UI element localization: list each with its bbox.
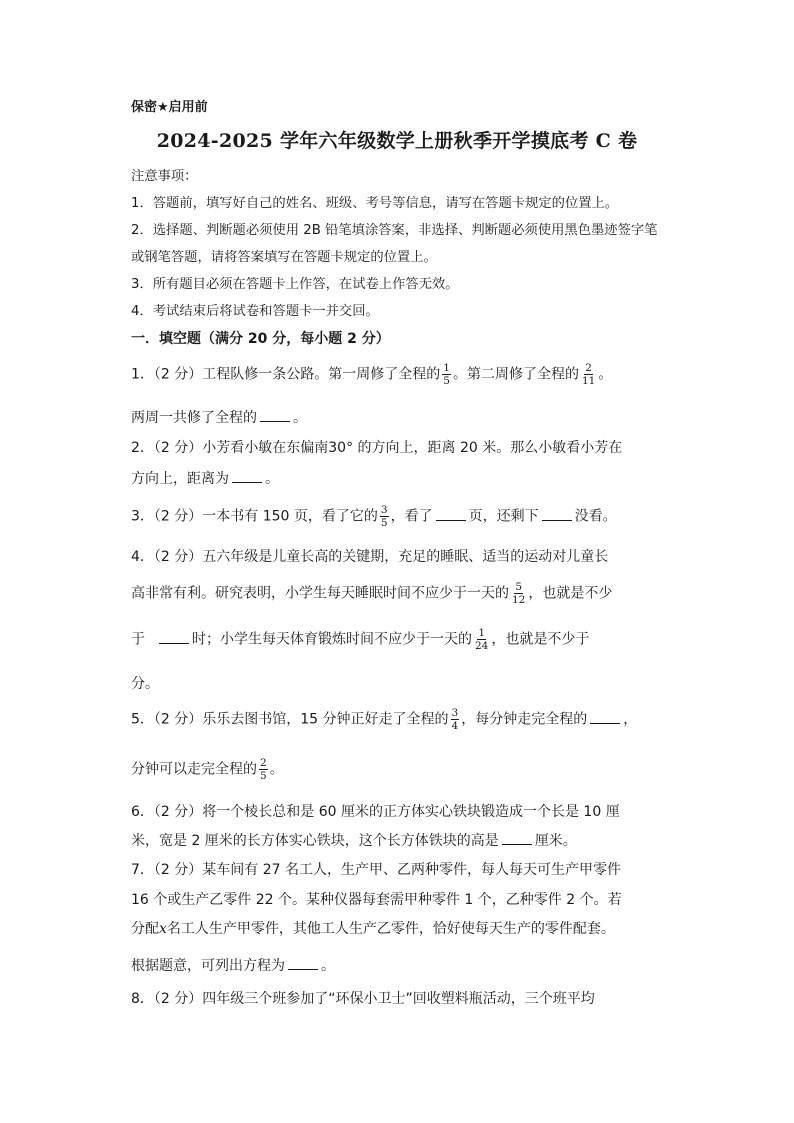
fraction-numerator: 1 xyxy=(478,627,486,639)
q4-text: ，也就是不少于 xyxy=(491,631,590,648)
confidential-label: 保密★启用前 xyxy=(131,100,208,115)
fraction xyxy=(581,362,596,387)
notes-heading: 注意事项： xyxy=(131,169,198,184)
fraction-numerator: 2 xyxy=(585,362,592,374)
q1-text: 1．（2 分）工程队修一条公路。第一周修了全程的 xyxy=(131,366,441,383)
fraction-denominator: 12 xyxy=(512,594,526,606)
q2-text: 方向上，距离为 xyxy=(131,471,229,487)
q5-text: ，每分钟走完全程的 xyxy=(461,711,588,728)
section-heading: 一．填空题（满分 20 分，每小题 2 分） xyxy=(131,331,390,347)
q7-text: 根据题意，可列出方程为 xyxy=(131,958,285,974)
question-1-line-2 xyxy=(131,407,307,427)
q5-text: 。 xyxy=(269,761,284,778)
question-4-line-1: 4．（2 分）五六年级是儿童长高的关键期，充足的睡眠、适当的运动对儿童长 xyxy=(131,549,609,565)
fraction xyxy=(451,707,460,732)
exam-title: 2024-2025 学年六年级数学上册秋季开学摸底考 C 卷 xyxy=(156,130,638,152)
question-7-line-1: 7．（2 分）某车间有 27 名工人，生产甲、乙两种零件，每人每天可生产甲零件 xyxy=(131,862,621,878)
question-5-line-2 xyxy=(131,757,284,782)
q6-text: 厘米。 xyxy=(534,833,577,849)
question-4-line-2 xyxy=(131,581,612,606)
question-1-line-1 xyxy=(131,362,612,387)
q1-text: 两周一共修了全程的 xyxy=(131,410,257,426)
q2-text: 。 xyxy=(265,471,279,487)
question-2-line-1: 2．（2 分）小芳看小敏在东偏南30° 的方向上，距离 20 米。那么小敏看小芳在 xyxy=(131,440,623,456)
note-item: 3．所有题目必须在答题卡上作答，在试卷上作答无效。 xyxy=(131,277,459,292)
q5-text: 5．（2 分）乐乐去图书馆，15 分钟正好走了全程的 xyxy=(131,711,449,728)
fraction-denominator: 4 xyxy=(451,720,459,732)
question-8-line-1: 8．（2 分）四年级三个班参加了“环保小卫士”回收塑料瓶活动，三个班平均 xyxy=(131,991,595,1007)
answer-blank xyxy=(288,957,318,970)
question-6-line-1: 6．（2 分）将一个棱长总和是 60 厘米的正方体实心铁块锻造成一个长是 10 厘 xyxy=(131,804,620,820)
variable-x: x xyxy=(159,921,167,937)
note-item: 或钢笔答题，请将答案填写在答题卡规定的位置上。 xyxy=(131,250,437,265)
note-item: 1．答题前，填写好自己的姓名、班级、考号等信息，请写在答题卡规定的位置上。 xyxy=(131,196,619,211)
fraction-denominator: 5 xyxy=(260,770,267,782)
fraction xyxy=(259,757,268,782)
question-4-line-3 xyxy=(131,627,589,652)
fraction xyxy=(511,581,526,606)
question-4-line-4: 分。 xyxy=(131,676,159,692)
q4-text: 时；小学生每天体育锻炼时间不应少于一天的 xyxy=(192,631,472,648)
q5-text: 分钟可以走完全程的 xyxy=(131,761,257,778)
fraction xyxy=(380,504,389,529)
fraction-numerator: 3 xyxy=(380,504,388,516)
fraction-numerator: 2 xyxy=(260,757,267,769)
q3-text: ，看了 xyxy=(390,508,433,525)
question-2-line-2 xyxy=(131,468,279,488)
answer-blank xyxy=(542,508,572,521)
fraction xyxy=(474,627,489,652)
q7-text: 。 xyxy=(321,958,335,974)
q5-text: ， xyxy=(623,711,638,728)
question-7-line-3 xyxy=(131,918,615,938)
question-3 xyxy=(131,504,617,529)
question-7-line-2: 16 个或生产乙零件 22 个。某种仪器每套需甲种零件 1 个，乙种零件 2 个。若 xyxy=(131,892,622,908)
note-item: 4．考试结束后将试卷和答题卡一并交回。 xyxy=(131,304,379,319)
q1-text: 。第二周修了全程的 xyxy=(452,366,579,383)
fraction-denominator: 24 xyxy=(475,640,489,652)
q3-text: 没看。 xyxy=(574,508,617,525)
question-5-line-1 xyxy=(131,707,637,732)
fraction-denominator: 5 xyxy=(380,517,388,529)
q6-text: 米，宽是 2 厘米的长方体实心铁块，这个长方体铁块的高是 xyxy=(131,833,499,849)
q3-text: 3．（2 分）一本书有 150 页，看了它的 xyxy=(131,508,378,525)
question-7-line-4 xyxy=(131,955,335,975)
fraction xyxy=(442,362,451,387)
q7-text: 名工人生产甲零件，其他工人生产乙零件，恰好使每天生产的零件配套。 xyxy=(166,921,615,937)
fraction-numerator: 1 xyxy=(443,362,450,374)
q1-text: 。 xyxy=(598,366,613,383)
q7-text: 分配 xyxy=(131,921,159,937)
answer-blank xyxy=(232,470,262,483)
answer-blank xyxy=(436,508,466,521)
answer-blank xyxy=(159,631,189,644)
note-item: 2．选择题、判断题必须使用 2B 铅笔填涂答案，非选择、判断题必须使用黑色墨迹签字笔 xyxy=(131,223,658,238)
fraction-numerator: 3 xyxy=(451,707,459,719)
q4-text: ，也就是不少 xyxy=(528,585,613,602)
q1-text: 。 xyxy=(293,410,307,426)
q3-text: 页，还剩下 xyxy=(468,508,539,525)
q4-text: 高非常有利。研究表明，小学生每天睡眠时间不应少于一天的 xyxy=(131,585,509,602)
fraction-denominator: 5 xyxy=(443,375,450,387)
question-6-line-2 xyxy=(131,830,577,850)
fraction-denominator: 11 xyxy=(581,375,596,387)
answer-blank xyxy=(590,711,620,724)
answer-blank xyxy=(502,832,532,845)
answer-blank xyxy=(260,409,290,422)
fraction-numerator: 5 xyxy=(515,581,523,593)
q4-text: 于 xyxy=(131,631,145,648)
